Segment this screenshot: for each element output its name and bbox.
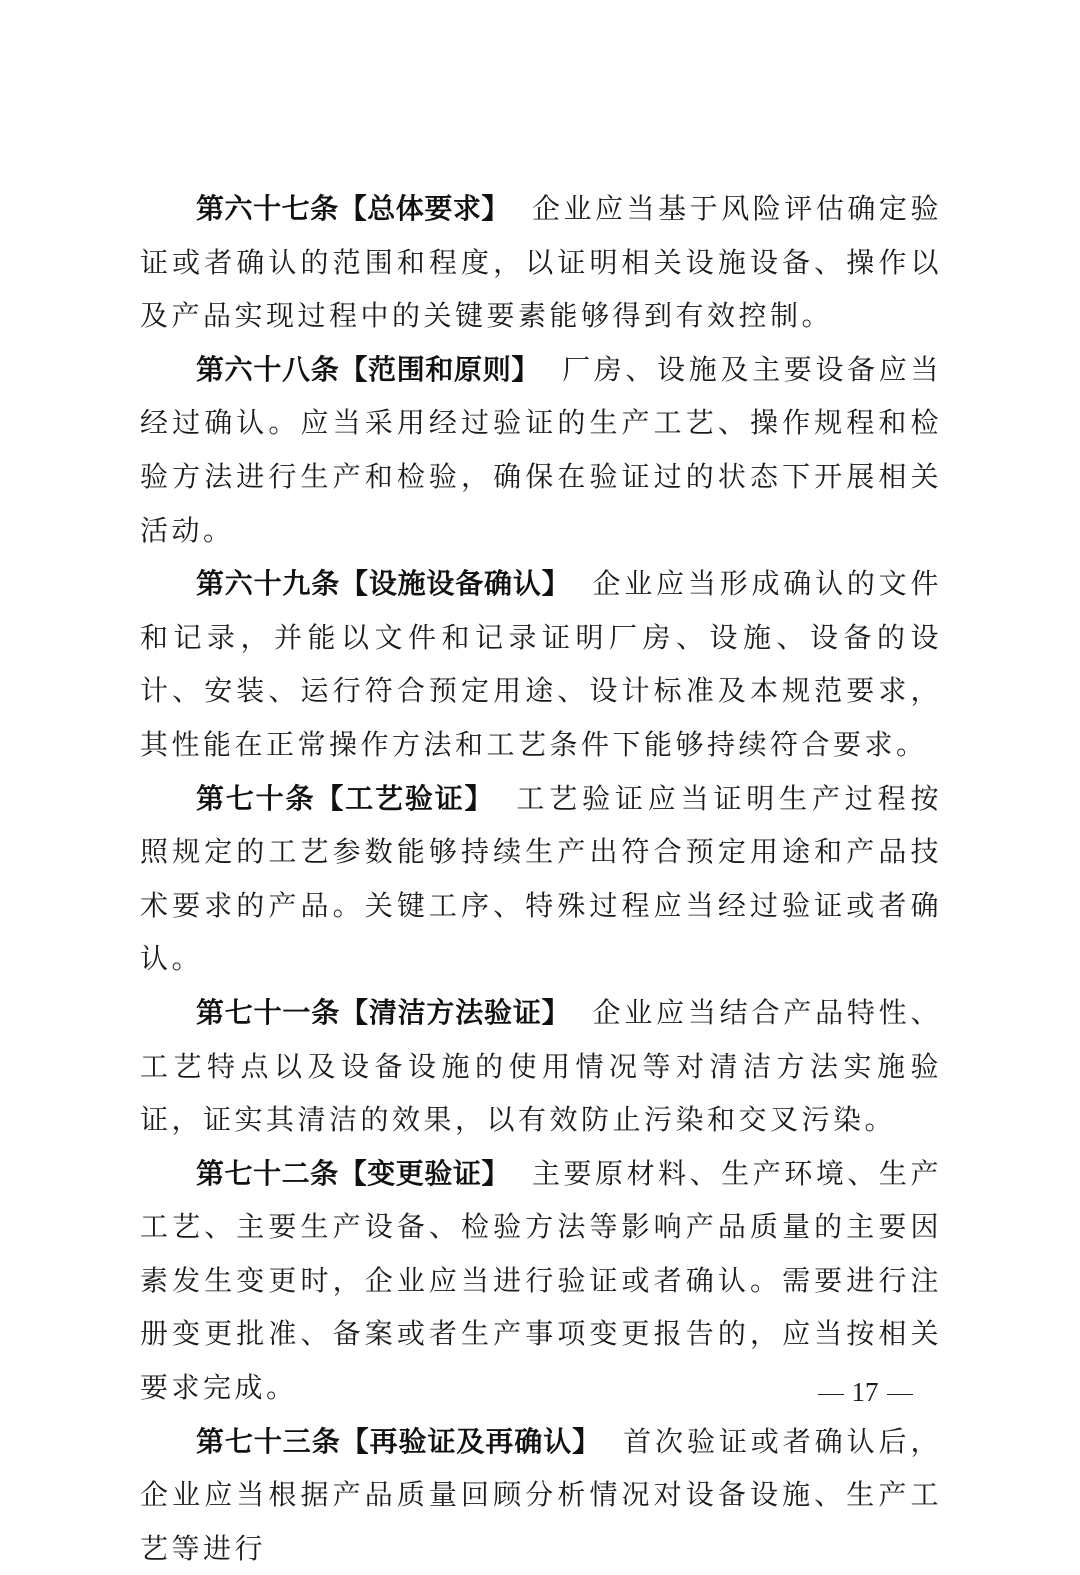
page-number xyxy=(800,1372,930,1412)
right-dash xyxy=(887,1394,913,1395)
article-body: 厂房、设施及主要设备应当经过确认。应当采用经过验证的生产工艺、操作规程和检验方法进行生产和检验，确保在验证过的状态下开展相关活动。 xyxy=(140,352,942,547)
article-71 xyxy=(140,986,942,1147)
article-body: 工艺验证应当证明生产过程按照规定的工艺参数能够持续生产出符合预定用途和产品技术要求的产品。关键工序、特殊过程应当经过验证或者确认。 xyxy=(140,781,942,976)
article-body: 主要原材料、生产环境、生产工艺、主要生产设备、检验方法等影响产品质量的主要因素发生变更时，企业应当进行验证或者确认。需要进行注册变更批准、备案或者生产事项变更报告的，应当按相关要求完成。 xyxy=(140,1156,942,1405)
article-body: 首次验证或者确认后，企业应当根据产品质量回顾分析情况对设备设施、生产工艺等进行 xyxy=(140,1424,942,1565)
article-68 xyxy=(140,343,942,557)
article-heading: 第六十七条【总体要求】 xyxy=(196,192,510,225)
article-heading: 第七十条【工艺验证】 xyxy=(196,781,495,815)
left-dash xyxy=(818,1394,844,1395)
article-73 xyxy=(140,1415,942,1575)
article-70 xyxy=(140,772,942,986)
article-body: 企业应当基于风险评估确定验证或者确认的范围和程度，以证明相关设施设备、操作以及产品实现过程中的关键要素能够得到有效控制。 xyxy=(140,192,942,333)
article-69 xyxy=(140,557,942,771)
article-body: 企业应当形成确认的文件和记录，并能以文件和记录证明厂房、设施、设备的设计、安装、运行符合预定用途、设计标准及本规范要求，其性能在正常操作方法和工艺条件下能够持续符合要求。 xyxy=(140,567,942,761)
article-67 xyxy=(140,182,942,343)
article-heading: 第七十一条【清洁方法验证】 xyxy=(196,995,571,1029)
article-heading: 第六十八条【范围和原则】 xyxy=(196,352,541,386)
article-body: 企业应当结合产品特性、工艺特点以及设备设施的使用情况等对清洁方法实施验证，证实其清洁的效果，以有效防止污染和交叉污染。 xyxy=(140,995,942,1137)
article-heading: 第七十二条【变更验证】 xyxy=(196,1156,510,1190)
page-number-text: 17 xyxy=(851,1377,879,1407)
article-heading: 第七十三条【再验证及再确认】 xyxy=(196,1424,602,1458)
article-list xyxy=(140,182,942,1575)
article-heading: 第六十九条【设施设备确认】 xyxy=(196,567,571,601)
